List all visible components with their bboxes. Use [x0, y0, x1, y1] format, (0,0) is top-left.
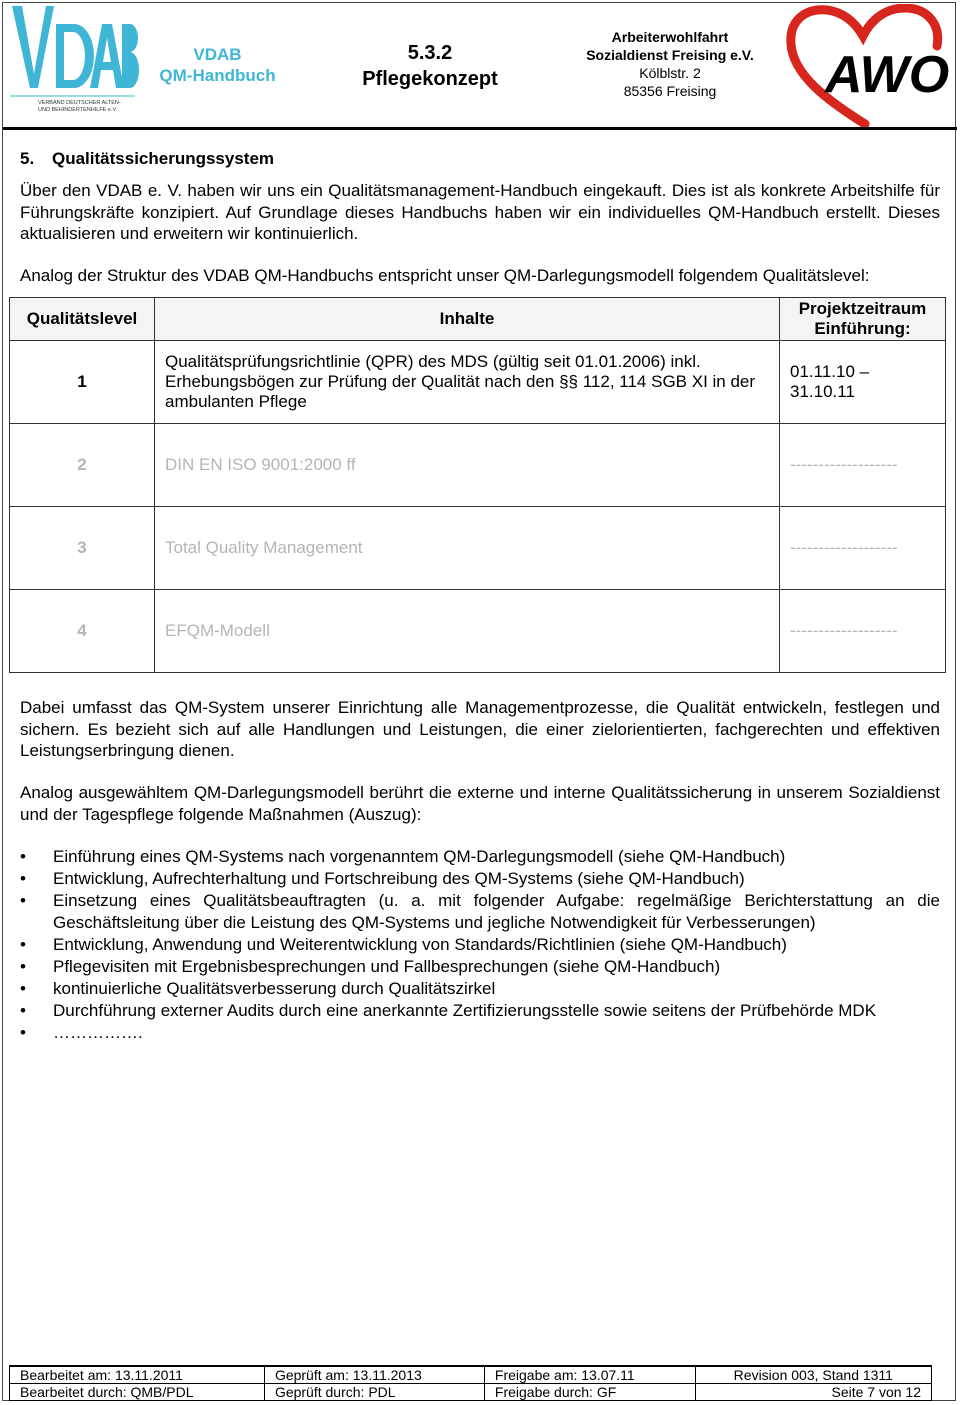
- document-title: [330, 40, 530, 92]
- org-name: Arbeiterwohlfahrt: [611, 29, 729, 45]
- list-item-text: Einsetzung eines Qualitätsbeauftragten (u. a. mit folgender Aufgabe: regelmäßige Berichterstattung an die Geschäftsleitung über die Leistung des QM-Systems und jegliche Notwendigkeit für Verbesserungen): [53, 891, 940, 932]
- list-item: [20, 868, 940, 890]
- content-cell: Total Quality Management: [155, 507, 780, 590]
- doc-number: 5.3.2: [407, 42, 453, 64]
- footer-released-by: Freigabe durch: GF: [484, 1384, 695, 1401]
- org-street: Kölblstr. 2: [639, 65, 701, 81]
- table-row: [10, 507, 946, 590]
- vdab-qm-title: [150, 44, 285, 86]
- bullet-icon: •: [20, 979, 26, 998]
- vdab-logo: [10, 4, 140, 114]
- content-cell: EFQM-Modell: [155, 590, 780, 673]
- list-item-text: Pflegevisiten mit Ergebnisbesprechungen und Fallbesprechungen (siehe QM-Handbuch): [53, 957, 721, 976]
- period-cell: 01.11.10 – 31.10.11: [780, 341, 946, 424]
- content-cell: Qualitätsprüfungsrichtlinie (QPR) des MDS (gültig seit 01.01.2006) inkl. Erhebungsbögen zur Prüfung der Qualität nach den §§ 112, 114 SGB XI in der ambulanten Pflege: [155, 341, 780, 424]
- list-item-text: Entwicklung, Aufrechterhaltung und Fortschreibung des QM-Systems (siehe QM-Handbuch): [53, 869, 745, 888]
- quality-level-table: [9, 297, 946, 673]
- bullet-icon: •: [20, 891, 26, 910]
- period-cell: -------------------: [780, 590, 946, 673]
- footer-page-number: Seite 7 von 12: [695, 1384, 931, 1401]
- bullet-icon: •: [20, 1023, 26, 1042]
- section-number: 5.: [20, 149, 35, 168]
- paragraph-intro: Über den VDAB e. V. haben wir uns ein Qualitätsmanagement-Handbuch eingekauft. Dies ist als konkrete Arbeitshilfe für Führungskräfte konzipiert. Auf Grundlage dieses Handbuchs haben wir ein individuelles QM-Handbuch erstellt. Dieses aktualisieren und erweitern wir kontinuierlich.: [20, 181, 940, 243]
- header-project-period: [780, 298, 946, 341]
- footer-released-on: Freigabe am: 13.07.11: [484, 1366, 695, 1384]
- awo-logo: [785, 4, 950, 128]
- period-cell: -------------------: [780, 424, 946, 507]
- header-divider: [3, 127, 957, 130]
- awo-logo-text: AWO: [825, 46, 950, 104]
- content-cell: DIN EN ISO 9001:2000 ff: [155, 424, 780, 507]
- list-item: [20, 934, 940, 956]
- table-header-row: [10, 298, 946, 341]
- level-cell: 3: [10, 507, 155, 590]
- organization-address: [560, 28, 780, 100]
- header-contents: Inhalte: [155, 298, 780, 341]
- list-item-text: Durchführung externer Audits durch eine anerkannte Zertifizierungsstelle sowie seitens der Prüfbehörde MDK: [53, 1001, 877, 1020]
- document-header: [0, 0, 960, 130]
- list-item: [20, 890, 940, 934]
- footer-revision: Revision 003, Stand 1311: [695, 1366, 931, 1384]
- list-item-text: Einführung eines QM-Systems nach vorgenanntem QM-Darlegungsmodell (siehe QM-Handbuch): [53, 847, 786, 866]
- list-item-text: …………….: [53, 1023, 143, 1042]
- list-item-text: Entwicklung, Anwendung und Weiterentwicklung von Standards/Richtlinien (siehe QM-Handbuch): [53, 935, 787, 954]
- list-item: [20, 956, 940, 978]
- paragraph-structure: Analog der Struktur des VDAB QM-Handbuchs entspricht unser QM-Darlegungsmodell folgendem Qualitätslevel:: [20, 266, 870, 285]
- section-title: Qualitätssicherungssystem: [52, 149, 275, 168]
- footer-edited-on: Bearbeitet am: 13.11.2011: [10, 1366, 265, 1384]
- org-city: 85356 Freising: [623, 83, 717, 99]
- measures-list: [20, 846, 940, 1044]
- footer-checked-on: Geprüft am: 13.11.2013: [264, 1366, 484, 1384]
- paragraph-measures-intro: Analog ausgewähltem QM-Darlegungsmodell berührt die externe und interne Qualitätssicherung in unserem Sozialdienst und der Tagespflege folgende Maßnahmen (Auszug):: [20, 783, 940, 824]
- footer-checked-by: Geprüft durch: PDL: [264, 1384, 484, 1401]
- bullet-icon: •: [20, 957, 26, 976]
- footer-row: [10, 1366, 932, 1384]
- table-row: [10, 590, 946, 673]
- bullet-icon: •: [20, 869, 26, 888]
- level-cell: 2: [10, 424, 155, 507]
- paragraph-qm-system: Dabei umfasst das QM-System unserer Einrichtung alle Managementprozesse, die Qualität entwickeln, festlegen und sichern. Es bezieht sich auf alle Handlungen und Leistungen, die einer zielorientierten, fachgerechten und effektiven Leistungserbringung dienen.: [20, 698, 940, 760]
- section-heading: [20, 149, 274, 169]
- list-item: [20, 846, 940, 868]
- level-cell: 4: [10, 590, 155, 673]
- bullet-icon: •: [20, 1001, 26, 1020]
- vdab-logo-subtext-1: VERBAND DEUTSCHER ALTEN-: [38, 100, 121, 106]
- org-subname: Sozialdienst Freising e.V.: [586, 47, 754, 63]
- footer-edited-by: Bearbeitet durch: QMB/PDL: [10, 1384, 265, 1401]
- doc-title-text: Pflegekonzept: [362, 68, 498, 90]
- bullet-icon: •: [20, 847, 26, 866]
- list-item-text: kontinuierliche Qualitätsverbesserung durch Qualitätszirkel: [53, 979, 496, 998]
- header-quality-level: Qualitätslevel: [10, 298, 155, 341]
- table-row: [10, 424, 946, 507]
- list-item: [20, 1000, 940, 1022]
- document-footer: [9, 1365, 932, 1401]
- footer-row: [10, 1384, 932, 1401]
- level-cell: 1: [10, 341, 155, 424]
- header-period-line2: Einführung:: [814, 319, 911, 338]
- vdab-title-line1: VDAB: [193, 45, 242, 64]
- list-item: [20, 1022, 940, 1044]
- bullet-icon: •: [20, 935, 26, 954]
- vdab-title-line2: QM-Handbuch: [159, 66, 276, 85]
- table-row: [10, 341, 946, 424]
- list-item: [20, 978, 940, 1000]
- period-cell: -------------------: [780, 507, 946, 590]
- header-period-line1: Projektzeitraum: [798, 299, 927, 318]
- vdab-logo-subtext-2: UND BEHINDERTENHILFE e.V.: [38, 107, 118, 113]
